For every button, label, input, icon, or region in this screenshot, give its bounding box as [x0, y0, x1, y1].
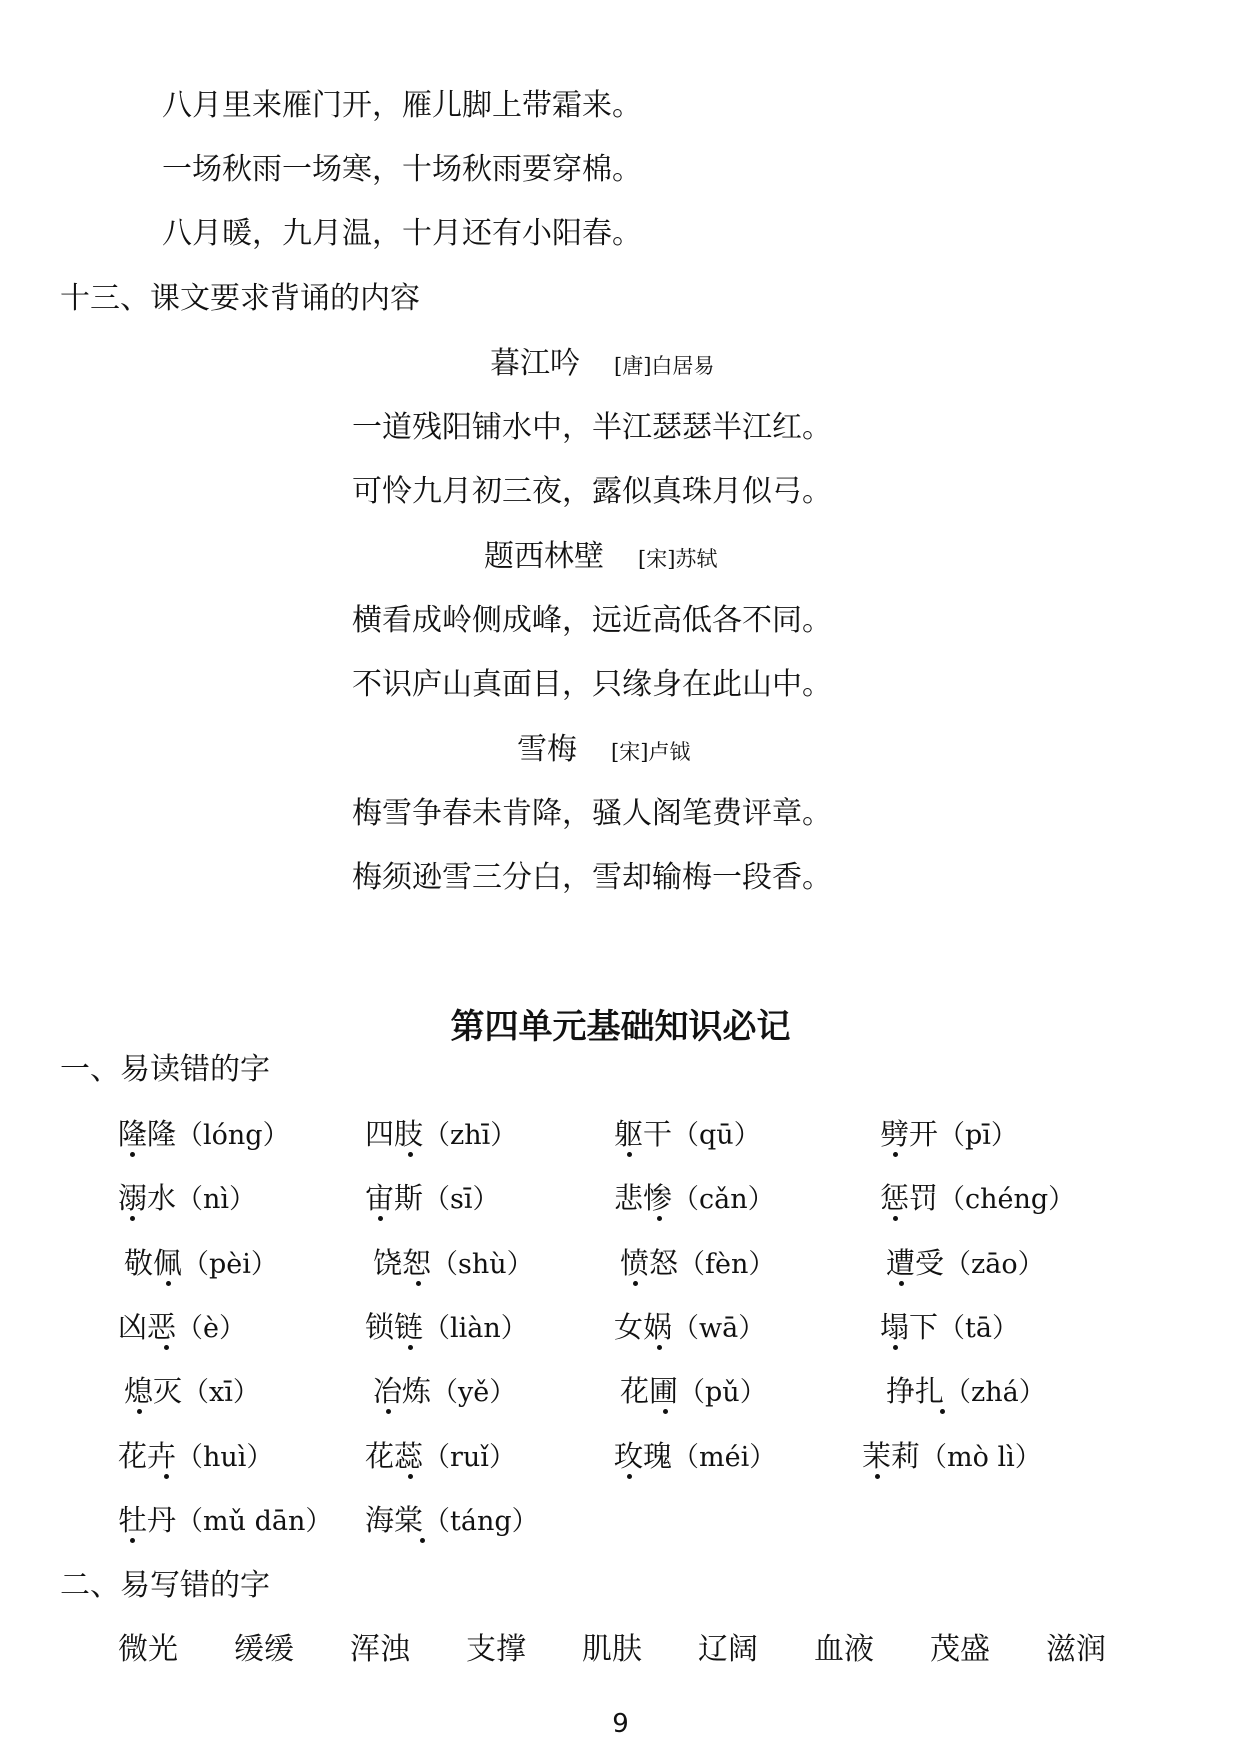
misread-word: 塌下	[880, 1310, 939, 1344]
poem-line: 横看成岭侧成峰，远近高低各不同。	[352, 603, 832, 638]
misread-word: 凶恶	[118, 1310, 177, 1344]
misread-item	[365, 1114, 517, 1156]
poem-line: 梅须逊雪三分白，雪却输梅一段香。	[352, 860, 832, 895]
emphasis-dot	[166, 1281, 171, 1286]
proverb-line: 八月里来雁门开，雁儿脚上带霜来。	[162, 88, 642, 123]
page-number: 9	[612, 1709, 629, 1739]
poem-title-text: 题西林壁	[484, 539, 604, 574]
misread-word: 四肢	[365, 1117, 424, 1151]
misread-word: 敬佩	[124, 1246, 183, 1280]
misread-item	[886, 1371, 1046, 1413]
unit-title: 第四单元基础知识必记	[450, 1007, 791, 1047]
poem-line: 可怜九月初三夜，露似真珠月似弓。	[352, 474, 832, 509]
misread-item	[880, 1114, 1018, 1156]
section-heading-13: 十三、课文要求背诵的内容	[60, 281, 420, 316]
misread-item	[886, 1243, 1045, 1285]
misread-pinyin: （nì）	[176, 1184, 257, 1215]
misread-item	[373, 1243, 534, 1285]
misread-word: 劈开	[880, 1117, 939, 1151]
emphasis-dot	[408, 1152, 413, 1157]
misread-pinyin: （cǎn）	[672, 1184, 775, 1215]
misread-word: 溺水	[118, 1181, 177, 1215]
misread-word: 锁链	[365, 1310, 424, 1344]
emphasis-dot	[137, 1409, 142, 1414]
miswrite-word: 支撑	[466, 1632, 526, 1667]
misread-word: 玫瑰	[614, 1439, 673, 1473]
section-heading-easy-read: 一、易读错的字	[60, 1052, 270, 1087]
poem-author: [宋]卢钺	[611, 740, 691, 764]
misread-item	[373, 1371, 516, 1413]
poem-title	[517, 730, 690, 772]
proverb-line: 一场秋雨一场寒，十场秋雨要穿棉。	[162, 152, 642, 187]
misread-pinyin: （mò lì）	[920, 1442, 1042, 1473]
misread-pinyin: （méi）	[672, 1442, 777, 1473]
emphasis-dot	[633, 1281, 638, 1286]
misread-pinyin: （fèn）	[678, 1249, 776, 1280]
emphasis-dot	[420, 1538, 425, 1543]
emphasis-dot	[627, 1152, 632, 1157]
misread-word: 花圃	[620, 1374, 679, 1408]
emphasis-dot	[378, 1216, 383, 1221]
misread-word: 花蕊	[365, 1439, 424, 1473]
misread-item	[614, 1436, 776, 1478]
misread-pinyin: （zāo）	[944, 1249, 1045, 1280]
emphasis-dot	[663, 1409, 668, 1414]
misread-item	[365, 1307, 528, 1349]
emphasis-dot	[408, 1345, 413, 1350]
misread-pinyin: （liàn）	[423, 1313, 528, 1344]
misread-pinyin: （pī）	[938, 1120, 1018, 1151]
misread-word: 隆隆	[118, 1117, 177, 1151]
misread-word: 冶炼	[373, 1374, 432, 1408]
misread-pinyin: （táng）	[423, 1506, 539, 1537]
poem-title	[484, 537, 717, 579]
section-heading-easy-write: 二、易写错的字	[60, 1568, 270, 1603]
misread-item	[365, 1500, 539, 1542]
misread-word: 茉莉	[862, 1439, 921, 1473]
misread-word: 悲惨	[614, 1181, 673, 1215]
emphasis-dot	[386, 1409, 391, 1414]
misread-word: 愤怒	[620, 1246, 679, 1280]
misread-pinyin: （sī）	[423, 1184, 500, 1215]
poem-title-text: 雪梅	[517, 732, 577, 767]
emphasis-dot	[893, 1345, 898, 1350]
emphasis-dot	[893, 1216, 898, 1221]
miswrite-word: 血液	[814, 1632, 874, 1667]
misread-item	[118, 1500, 332, 1542]
misread-item	[124, 1243, 278, 1285]
misread-item	[118, 1436, 273, 1478]
emphasis-dot	[164, 1474, 169, 1479]
misread-pinyin: （zhá）	[944, 1377, 1046, 1408]
misread-item	[118, 1114, 290, 1156]
misread-item	[862, 1436, 1042, 1478]
misread-item	[365, 1178, 500, 1220]
misread-word: 遭受	[886, 1246, 945, 1280]
miswrite-word: 缓缓	[234, 1632, 294, 1667]
misread-pinyin: （ruǐ）	[423, 1442, 516, 1473]
proverb-line: 八月暖，九月温，十月还有小阳春。	[162, 216, 642, 251]
poem-author: [唐]白居易	[614, 354, 715, 378]
misread-word: 牡丹	[118, 1503, 177, 1537]
misread-pinyin: （huì）	[176, 1442, 274, 1473]
poem-author: [宋]苏轼	[638, 547, 718, 571]
miswrite-word: 肌肤	[582, 1632, 642, 1667]
misread-word: 饶恕	[373, 1246, 432, 1280]
poem-title-text: 暮江吟	[490, 346, 580, 381]
misread-word: 惩罚	[880, 1181, 939, 1215]
miswrite-word: 辽阔	[698, 1632, 758, 1667]
misread-pinyin: （xī）	[182, 1377, 260, 1408]
miswrite-word: 微光	[118, 1632, 178, 1667]
emphasis-dot	[416, 1281, 421, 1286]
emphasis-dot	[657, 1345, 662, 1350]
misread-item	[880, 1307, 1019, 1349]
miswrite-word: 浑浊	[350, 1632, 410, 1667]
misread-pinyin: （qū）	[672, 1120, 761, 1151]
emphasis-dot	[130, 1152, 135, 1157]
misread-item	[365, 1436, 516, 1478]
emphasis-dot	[130, 1538, 135, 1543]
misread-pinyin: （chéng）	[938, 1184, 1076, 1215]
misread-word: 挣扎	[886, 1374, 945, 1408]
emphasis-dot	[657, 1216, 662, 1221]
misread-pinyin: （pèi）	[182, 1249, 278, 1280]
poem-line: 一道残阳铺水中，半江瑟瑟半江红。	[352, 410, 832, 445]
misread-pinyin: （shù）	[431, 1249, 534, 1280]
emphasis-dot	[893, 1152, 898, 1157]
misread-pinyin: （tā）	[938, 1313, 1019, 1344]
misread-item	[614, 1114, 761, 1156]
misread-item	[118, 1178, 256, 1220]
poem-line: 不识庐山真面目，只缘身在此山中。	[352, 667, 832, 702]
misread-word: 宙斯	[365, 1181, 424, 1215]
emphasis-dot	[164, 1345, 169, 1350]
misread-pinyin: （pǔ）	[678, 1377, 767, 1408]
misread-item	[614, 1178, 775, 1220]
misread-pinyin: （mǔ dān）	[176, 1506, 333, 1537]
misread-pinyin: （zhī）	[423, 1120, 518, 1151]
misread-word: 花卉	[118, 1439, 177, 1473]
misread-pinyin: （è）	[176, 1313, 246, 1344]
miswrite-word: 滋润	[1046, 1632, 1106, 1667]
misread-word: 躯干	[614, 1117, 673, 1151]
misread-item	[118, 1307, 246, 1349]
poem-title	[490, 344, 714, 386]
misread-pinyin: （wā）	[672, 1313, 766, 1344]
emphasis-dot	[408, 1474, 413, 1479]
miswrite-word: 茂盛	[930, 1632, 990, 1667]
misread-item	[124, 1371, 260, 1413]
poem-line: 梅雪争春未肯降，骚人阁笔费评章。	[352, 796, 832, 831]
emphasis-dot	[130, 1216, 135, 1221]
misread-word: 海棠	[365, 1503, 424, 1537]
misread-pinyin: （yě）	[431, 1377, 517, 1408]
misread-item	[880, 1178, 1075, 1220]
emphasis-dot	[627, 1474, 632, 1479]
misread-pinyin: （lóng）	[176, 1120, 290, 1151]
misread-word: 女娲	[614, 1310, 673, 1344]
misread-word: 熄灭	[124, 1374, 183, 1408]
emphasis-dot	[940, 1409, 945, 1414]
misread-item	[620, 1243, 775, 1285]
emphasis-dot	[875, 1474, 880, 1479]
emphasis-dot	[899, 1281, 904, 1286]
misread-item	[620, 1371, 767, 1413]
misread-item	[614, 1307, 765, 1349]
